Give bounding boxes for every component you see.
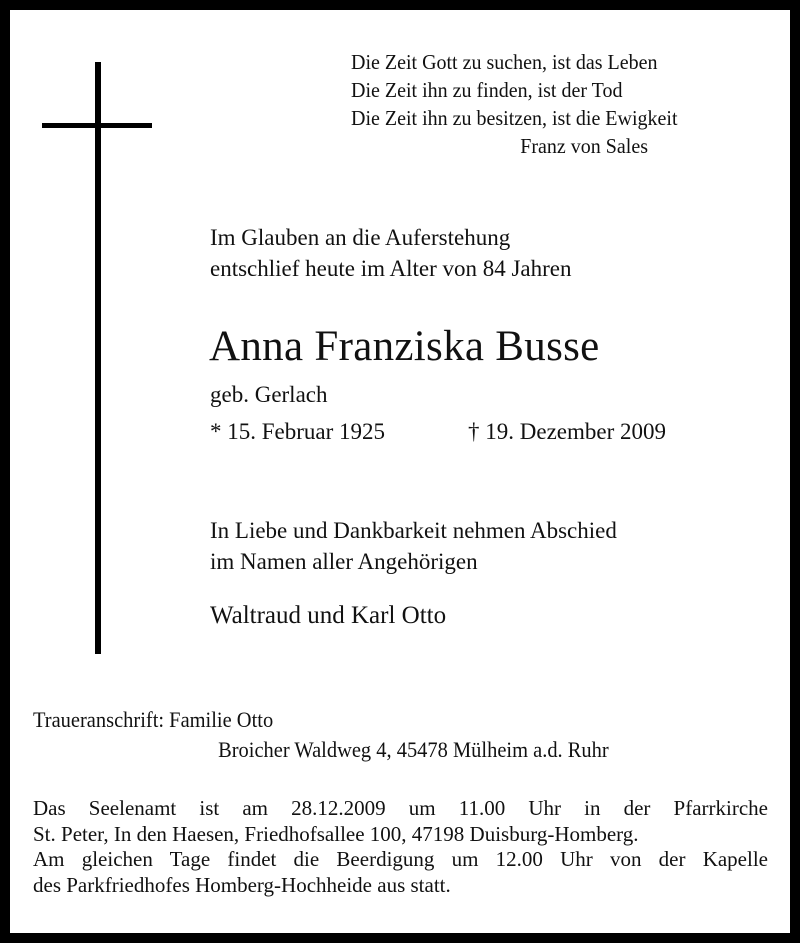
farewell-text xyxy=(210,515,617,577)
death-date: † 19. Dezember 2009 xyxy=(468,419,666,444)
quote-line: Die Zeit ihn zu besitzen, ist die Ewigkeit xyxy=(351,106,678,130)
info-line: St. Peter, In den Haesen, Friedhofsallee 100, 47198 Duisburg-Homberg. xyxy=(33,822,639,846)
quote-line: Die Zeit Gott zu suchen, ist das Leben xyxy=(351,50,658,74)
intro-text xyxy=(210,222,572,284)
life-dates xyxy=(210,417,666,447)
birth-date: * 15. Februar 1925 xyxy=(210,419,386,444)
intro-line: entschlief heute im Alter von 84 Jahren xyxy=(210,256,572,281)
info-line: Das Seelenamt ist am 28.12.2009 um 11.00 Uhr in der Pfarrkirche xyxy=(33,796,768,820)
farewell-line: In Liebe und Dankbarkeit nehmen Abschied xyxy=(210,518,617,543)
cross-vertical-bar xyxy=(95,62,101,654)
obituary-card xyxy=(10,10,790,933)
address-label: Traueranschrift: xyxy=(33,707,165,732)
burial-info xyxy=(33,846,768,898)
requiem-mass-info xyxy=(33,795,768,847)
intro-line: Im Glauben an die Auferstehung xyxy=(210,225,511,250)
farewell-line: im Namen aller Angehörigen xyxy=(210,549,478,574)
quote-line: Die Zeit ihn zu finden, ist der Tod xyxy=(351,78,623,102)
address-family: Familie Otto xyxy=(169,707,274,732)
cross-horizontal-bar xyxy=(42,123,152,128)
deceased-name: Anna Franziska Busse xyxy=(209,323,600,370)
signers: Waltraud und Karl Otto xyxy=(210,602,447,629)
maiden-name: geb. Gerlach xyxy=(210,382,328,407)
quote-author: Franz von Sales xyxy=(520,134,648,158)
mourning-address xyxy=(33,705,609,765)
info-line: Am gleichen Tage findet die Beerdigung um 12.00 Uhr von der Kapelle xyxy=(33,847,768,871)
info-line: des Parkfriedhofes Homberg-Hochheide aus statt. xyxy=(33,873,451,897)
quote-block xyxy=(351,48,678,160)
address-street: Broicher Waldweg 4, 45478 Mülheim a.d. Ruhr xyxy=(218,737,609,762)
